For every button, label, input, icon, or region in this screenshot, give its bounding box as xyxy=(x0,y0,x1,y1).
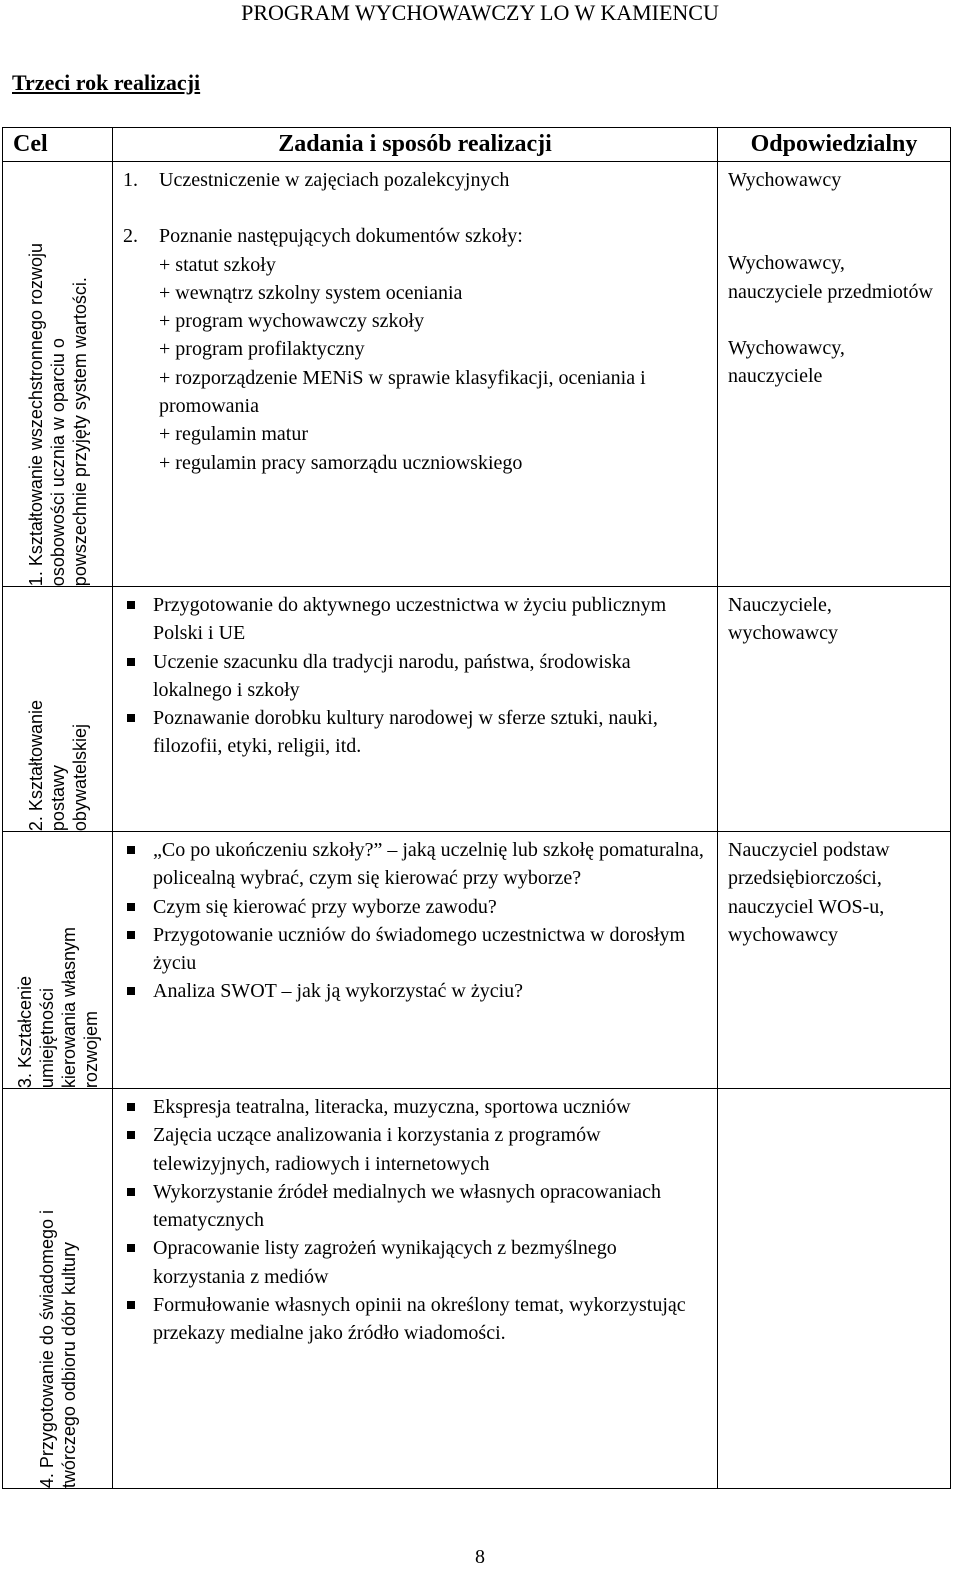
list-item: + statut szkoły xyxy=(159,253,276,276)
section-title: Trzeci rok realizacji xyxy=(12,70,201,95)
list-item: + regulamin pracy samorządu uczniowskiego xyxy=(159,451,523,474)
table-row xyxy=(3,1089,951,1489)
goal-text: 4. Przygotowanie do świadomego i twórczego odbioru dóbr kultury xyxy=(36,1209,79,1488)
document-header: PROGRAM WYCHOWAWCZY LO W KAMIENCU xyxy=(241,0,719,25)
goal-text: 3. Kształcenie umiejętności kierowania własnym rozwojem xyxy=(14,926,101,1088)
responsible-cell xyxy=(718,587,951,832)
list-item: 2. Poznanie następujących dokumentów szkoły: xyxy=(123,225,523,248)
header-responsible: Odpowiedzialny xyxy=(718,128,951,162)
goal-cell xyxy=(3,1089,113,1489)
list-item: Analiza SWOT – jak ją wykorzystać w życiu? xyxy=(123,977,707,1005)
list-item: Wykorzystanie źródeł medialnych we własnych opracowaniach tematycznych xyxy=(123,1178,707,1235)
goal-cell xyxy=(3,832,113,1089)
tasks-cell xyxy=(113,832,718,1089)
list-item: Przygotowanie do aktywnego uczestnictwa w życiu publicznym Polski i UE xyxy=(123,591,707,648)
page-number: 8 xyxy=(475,1546,485,1568)
list-item: „Co po ukończeniu szkoły?” – jaką uczelnię lub szkołę pomaturalna, policealną wybrać, czym się kierować przy wyborze? xyxy=(123,836,707,893)
table-row xyxy=(3,587,951,832)
responsible-text: Wychowawcy, nauczyciele xyxy=(728,336,845,388)
header-goal: Cel xyxy=(3,128,113,162)
list-item: Zajęcia uczące analizowania i korzystania z programów telewizyjnych, radiowych i internetowych xyxy=(123,1121,707,1178)
responsible-cell xyxy=(718,832,951,1089)
list-item: Czym się kierować przy wyborze zawodu? xyxy=(123,893,707,921)
list-item: Poznawanie dorobku kultury narodowej w sferze sztuki, nauki, filozofii, etyki, religii, itd. xyxy=(123,704,707,761)
list-item: Opracowanie listy zagrożeń wynikających z bezmyślnego korzystania z mediów xyxy=(123,1234,707,1291)
table-row xyxy=(3,162,951,587)
program-table xyxy=(2,127,951,1489)
responsible-cell xyxy=(718,162,951,587)
list-item: + program wychowawczy szkoły xyxy=(159,310,425,333)
list-item: Ekspresja teatralna, literacka, muzyczna, sportowa uczniów xyxy=(123,1093,707,1121)
responsible-cell xyxy=(718,1089,951,1489)
responsible-text: Nauczyciele, wychowawcy xyxy=(728,594,838,645)
list-item: + wewnątrz szkolny system oceniania xyxy=(159,281,463,304)
responsible-text: Nauczyciel podstaw przedsiębiorczości, nauczyciel WOS-u, wychowawcy xyxy=(728,839,890,946)
goal-cell xyxy=(3,162,113,587)
tasks-list xyxy=(123,591,707,761)
responsible-text: Wychowawcy, nauczyciele przedmiotów xyxy=(728,252,933,303)
goal-cell xyxy=(3,587,113,832)
tasks-list xyxy=(123,836,707,1006)
tasks-list xyxy=(123,1093,707,1348)
tasks-cell xyxy=(113,1089,718,1489)
documents-list xyxy=(123,251,707,477)
table-row xyxy=(3,832,951,1089)
list-item: Uczenie szacunku dla tradycji narodu, państwa, środowiska lokalnego i szkoły xyxy=(123,648,707,705)
header-tasks: Zadania i sposób realizacji xyxy=(113,128,718,162)
responsible-text: Wychowawcy xyxy=(728,169,842,191)
list-item: + program profilaktyczny xyxy=(159,338,365,361)
tasks-cell xyxy=(113,162,718,587)
table-header-row xyxy=(3,128,951,162)
list-item: 1. Uczestniczenie w zajęciach pozalekcyjnych xyxy=(123,169,510,191)
list-item: + rozporządzenie MENiS w sprawie klasyfikacji, oceniania i promowania xyxy=(159,366,646,418)
tasks-cell xyxy=(113,587,718,832)
goal-text: 2. Kształtowanie postawy obywatelskiej xyxy=(25,699,90,831)
list-item: + regulamin matur xyxy=(159,423,309,446)
goal-text: 1. Kształtowanie wszechstronnego rozwoju osobowości ucznia w oparciu o powszechnie przyjęty system wartości. xyxy=(25,242,90,586)
list-item: Formułowanie własnych opinii na określony temat, wykorzystując przekazy medialne jako źródło wiadomości. xyxy=(123,1291,707,1348)
list-item: Przygotowanie uczniów do świadomego uczestnictwa w dorosłym życiu xyxy=(123,921,707,978)
